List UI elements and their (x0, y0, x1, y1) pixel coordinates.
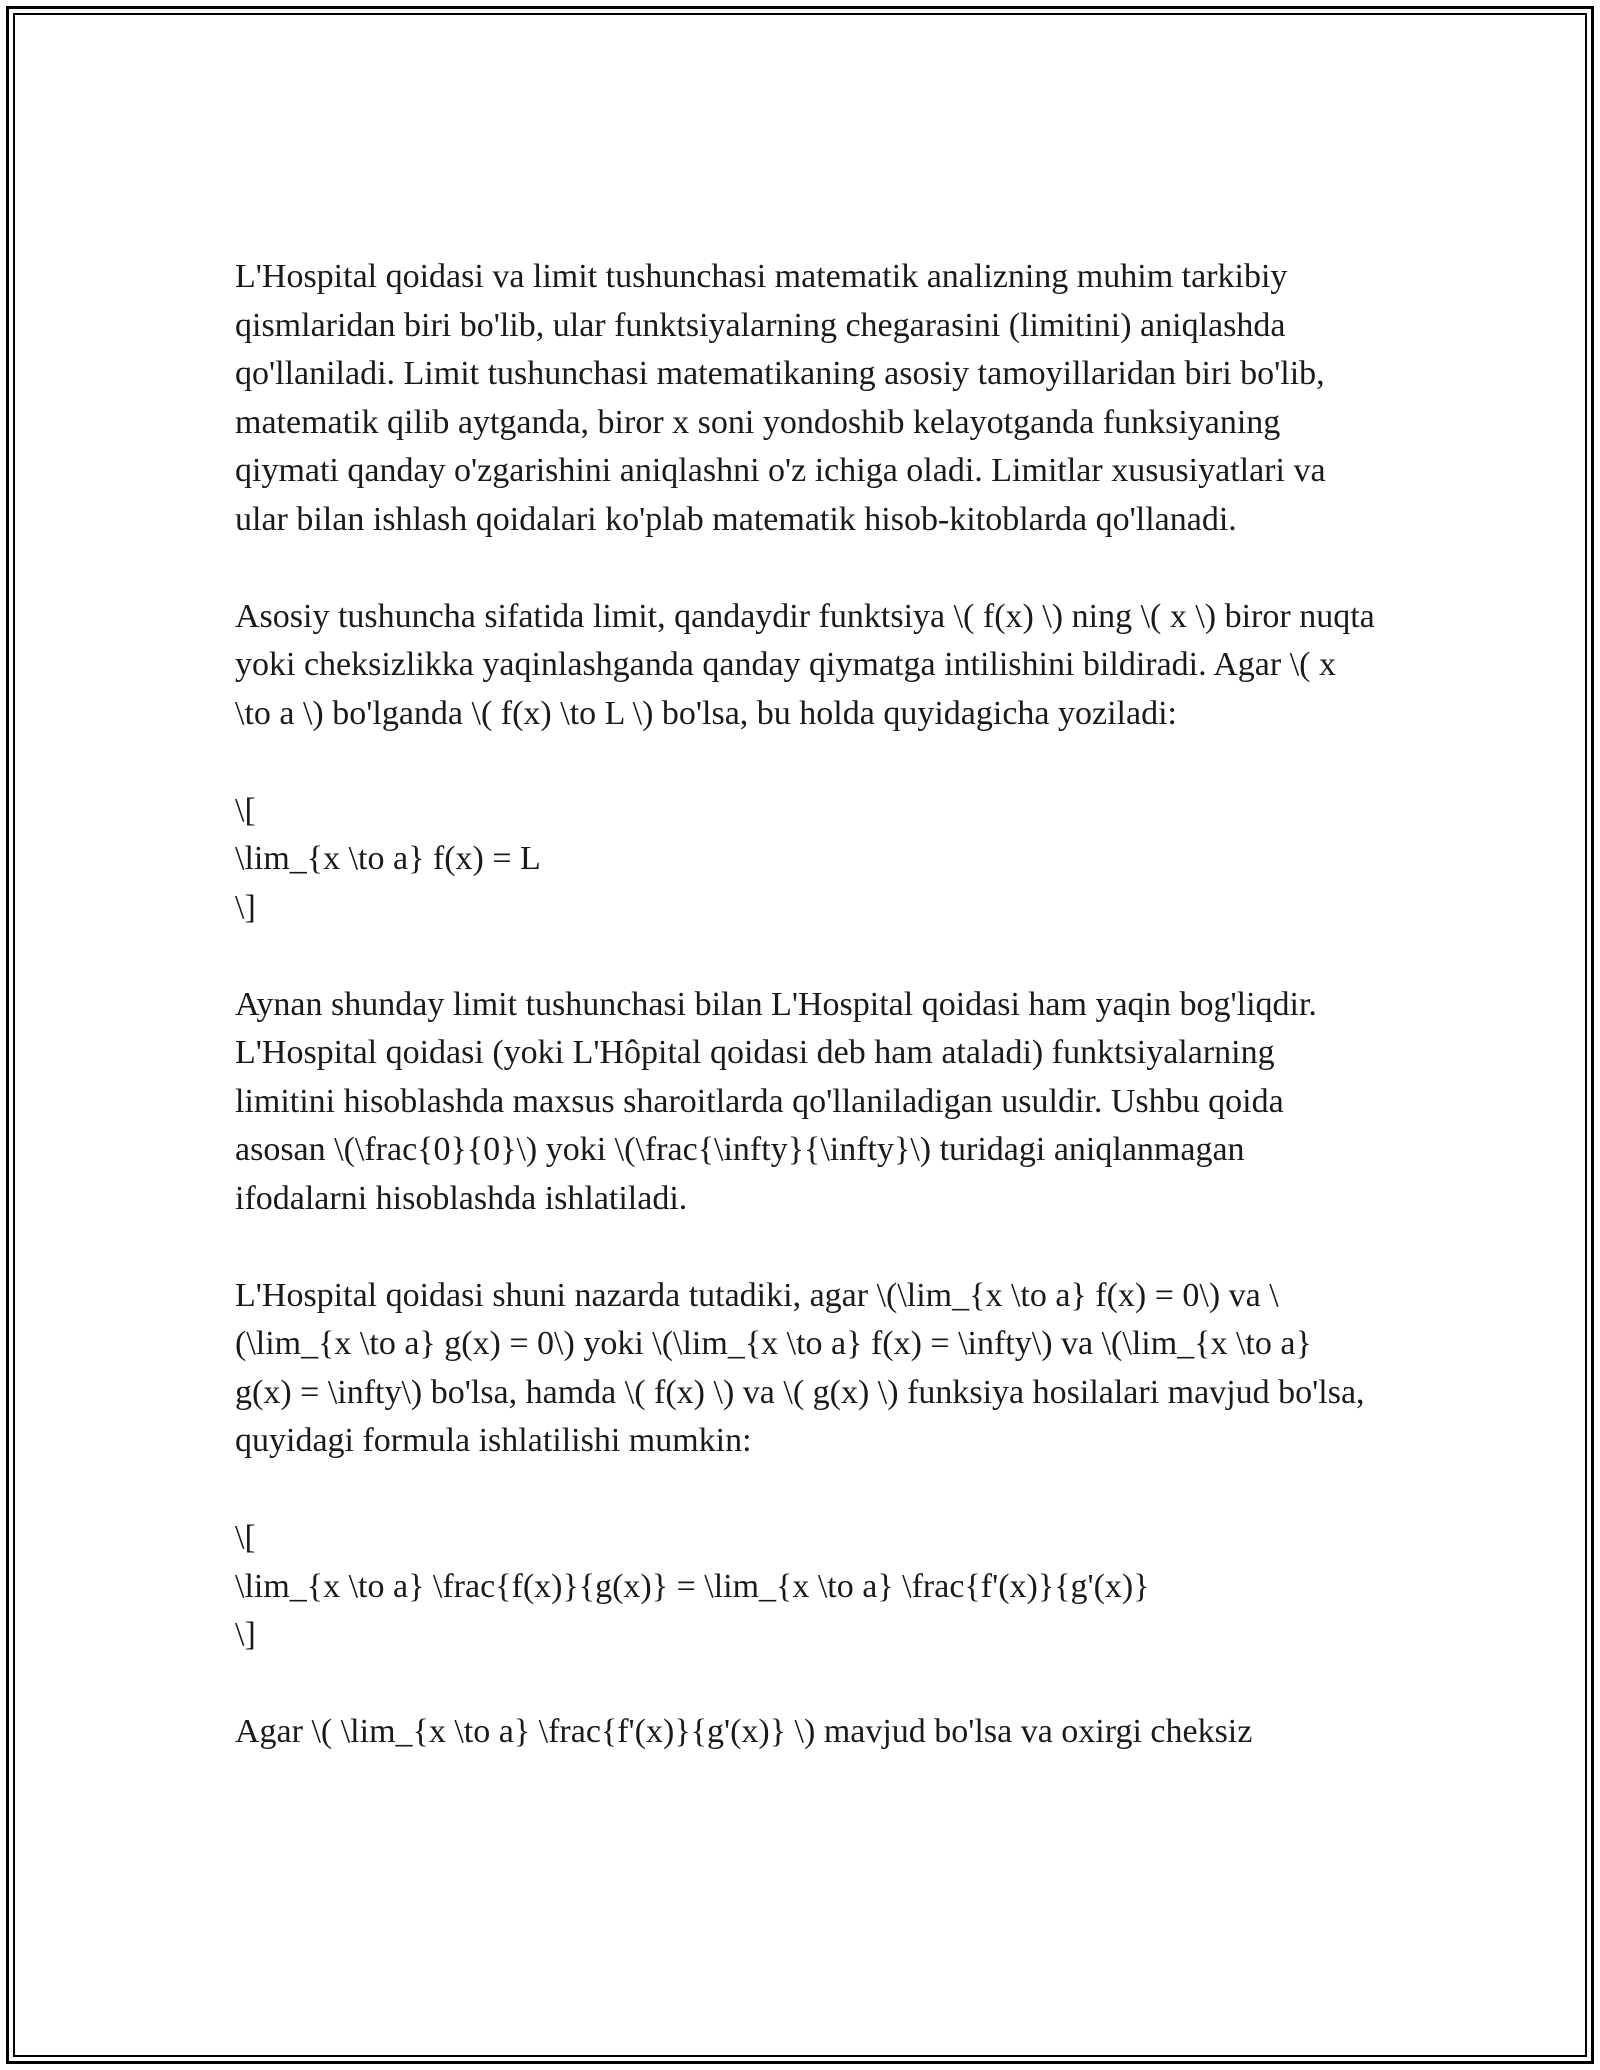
paragraph-limit-definition: Asosiy tushuncha sifatida limit, qandaydir funktsiya \( f(x) \) ning \( x \) biror nuqta yoki cheksizlikka yaqinlashganda qanday qiymatga intilishini bildiradi. Agar \( x \to a \) bo'lganda \( f(x) \to L \) bo'lsa, bu holda quyidagicha yoziladi: (235, 597, 1375, 732)
formula-body: \lim_{x \to a} f(x) = L (235, 840, 541, 877)
formula-close: \] (235, 1616, 256, 1653)
paragraph-lhospital-rule: L'Hospital qoidasi shuni nazarda tutadiki, agar \(\lim_{x \to a} f(x) = 0\) va \(\lim_{x \to a} g(x) = 0\) yoki \(\lim_{x \to a} f(x) = \infty\) va \(\lim_{x \to a} g(x) = \infty\) bo'lsa, hamda \( f(x) \) va \( g(x) \) funksiya hosilalari mavjud bo'lsa, quyidagi formula ishlatilishi mumkin: (235, 1276, 1365, 1459)
paragraph-lhospital-intro: Aynan shunday limit tushunchasi bilan L'Hospital qoidasi ham yaqin bog'liqdir. L'Hospital qoidasi (yoki L'Hôpital qoidasi deb ham ataladi) funktsiyalarning limitini hisoblashda maxsus sharoitlarda qo'llaniladigan usuldir. Ushbu qoida asosan \(\frac{0}{0}\) yoki \(\frac{\infty}{\infty}\) turidagi aniqlanmagan ifodalarni hisoblashda ishlatiladi. (235, 985, 1317, 1217)
formula-limit (235, 787, 1375, 933)
formula-open: \[ (235, 1519, 256, 1556)
paragraph-final: Agar \( \lim_{x \to a} \frac{f'(x)}{g'(x)} \) mavjud bo'lsa va oxirgi cheksiz (235, 1713, 1253, 1750)
formula-lhospital (235, 1514, 1375, 1660)
formula-open: \[ (235, 791, 256, 829)
formula-close: \] (235, 888, 256, 926)
paragraph-intro: L'Hospital qoidasi va limit tushunchasi matematik analizning muhim tarkibiy qismlaridan biri bo'lib, ular funktsiyalarning chegarasini (limitini) aniqlashda qo'llaniladi. Limit tushunchasi matematikaning asosiy tamoyillaridan biri bo'lib, matematik qilib aytganda, biror x soni yondoshib kelayotganda funksiyaning qiymati qanday o'zgarishini aniqlashni o'z ichiga oladi. Limitlar xususiyatlari va ular bilan ishlash qoidalari ko'plab matematik hisob-kitoblarda qo'llanadi. (235, 258, 1326, 538)
formula-body: \lim_{x \to a} \frac{f(x)}{g(x)} = \lim_{x \to a} \frac{f'(x)}{g'(x)} (235, 1567, 1150, 1605)
document-body (235, 253, 1375, 1805)
